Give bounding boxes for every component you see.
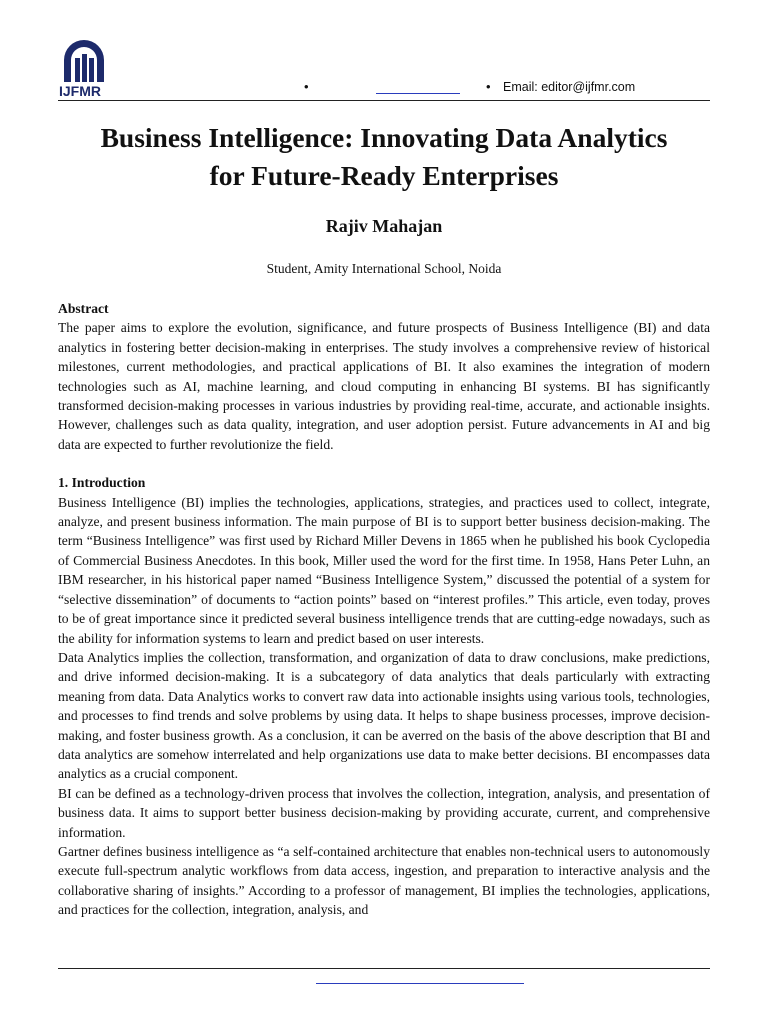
paper-title-line-2: for Future-Ready Enterprises xyxy=(209,160,559,191)
header-bullet-2: • xyxy=(486,79,491,94)
introduction-paragraph-2: Data Analytics implies the collection, transformation, and organization of data to draw conclusions, make predictions, and drive informed decision-making. It is a subcategory of data analytics that deals particularly with extracting meaning from data. Data Analytics works to convert raw data into actionable insights using various tools, technologies, and processes to find trends and solve problems by using data. It helps to shape business processes, improve decision-making, and foster business growth. As a conclusion, it can be averred on the basis of the above description that BI and data analytics are somehow interrelated and help organizations use data to make better decisions. BI encompasses data analytics as a crucial component. xyxy=(58,649,710,782)
header-link[interactable] xyxy=(376,93,460,94)
page-header xyxy=(58,38,710,101)
footer-divider xyxy=(58,968,710,969)
header-email[interactable]: Email: editor@ijfmr.com xyxy=(503,80,636,94)
introduction-paragraph-4: Gartner defines business intelligence as “a self-contained architecture that enables non-technical users to autonomously execute full-spectrum analytic workflows from data access, ingestion, and preparation to interactive analysis and the collaborative sharing of insights.” According to a professor of management, BI implies the technologies, applications, and practices for the collection, integration, analysis, and xyxy=(58,843,710,918)
abstract-text: The paper aims to explore the evolution, significance, and future prospects of Business Intelligence (BI) and data analytics in fostering better decision-making in enterprises. The study involves a comprehensive review of historical milestones, current methodologies, and practical applications of BI. It also examines the integration of modern technologies such as AI, machine learning, and cloud computing in enhancing BI systems. BI has significantly transformed decision-making processes in various industries by providing real-time, accurate, and actionable insights. However, challenges such as data quality, integration, and user adoption persist. Future advancements in AI and big data are expected to further revolutionize the field. xyxy=(58,320,710,452)
journal-logo xyxy=(58,38,110,100)
paper-author: Rajiv Mahajan xyxy=(325,216,443,236)
paper-title-line-1: Business Intelligence: Innovating Data Analytics xyxy=(100,122,668,153)
arch-columns-icon xyxy=(58,38,110,84)
introduction-heading: 1. Introduction xyxy=(58,475,146,491)
paper-title xyxy=(40,119,728,195)
introduction-paragraph-3: BI can be defined as a technology-driven process that involves the collection, integration, analysis, and presentation of business data. It aims to support better business decision-making by providing accurate, current, and comprehensive information. xyxy=(58,785,710,840)
abstract-heading: Abstract xyxy=(58,301,109,316)
introduction-paragraph-1: Business Intelligence (BI) implies the technologies, applications, strategies, and practices used to collect, integrate, analyze, and present business information. The main purpose of BI is to support better business decision-making. The term “Business Intelligence” was first used by Richard Miller Devens in 1865 when he published his book Cyclopedia of Commercial Business Anecdotes. In this book, Miller used the word for the first time. In 1958, Hans Peter Luhn, an IBM researcher, in his historical paper named “Business Intelligence System,” discussed the potential of a system for “selective dissemination” of documents to “action points” based on “interest profiles.” This article, even today, proves to be of great importance since it predicted several business intelligence trends that are cutting-edge nowadays, such as the ability for information systems to learn and predict based on user interests. xyxy=(58,494,710,646)
paper-affiliation: Student, Amity International School, Noida xyxy=(266,261,502,276)
logo-text: IJFMR xyxy=(59,83,101,99)
header-bullet-1: • xyxy=(304,79,309,94)
paper-body xyxy=(58,299,710,920)
footer-link[interactable] xyxy=(316,983,524,984)
